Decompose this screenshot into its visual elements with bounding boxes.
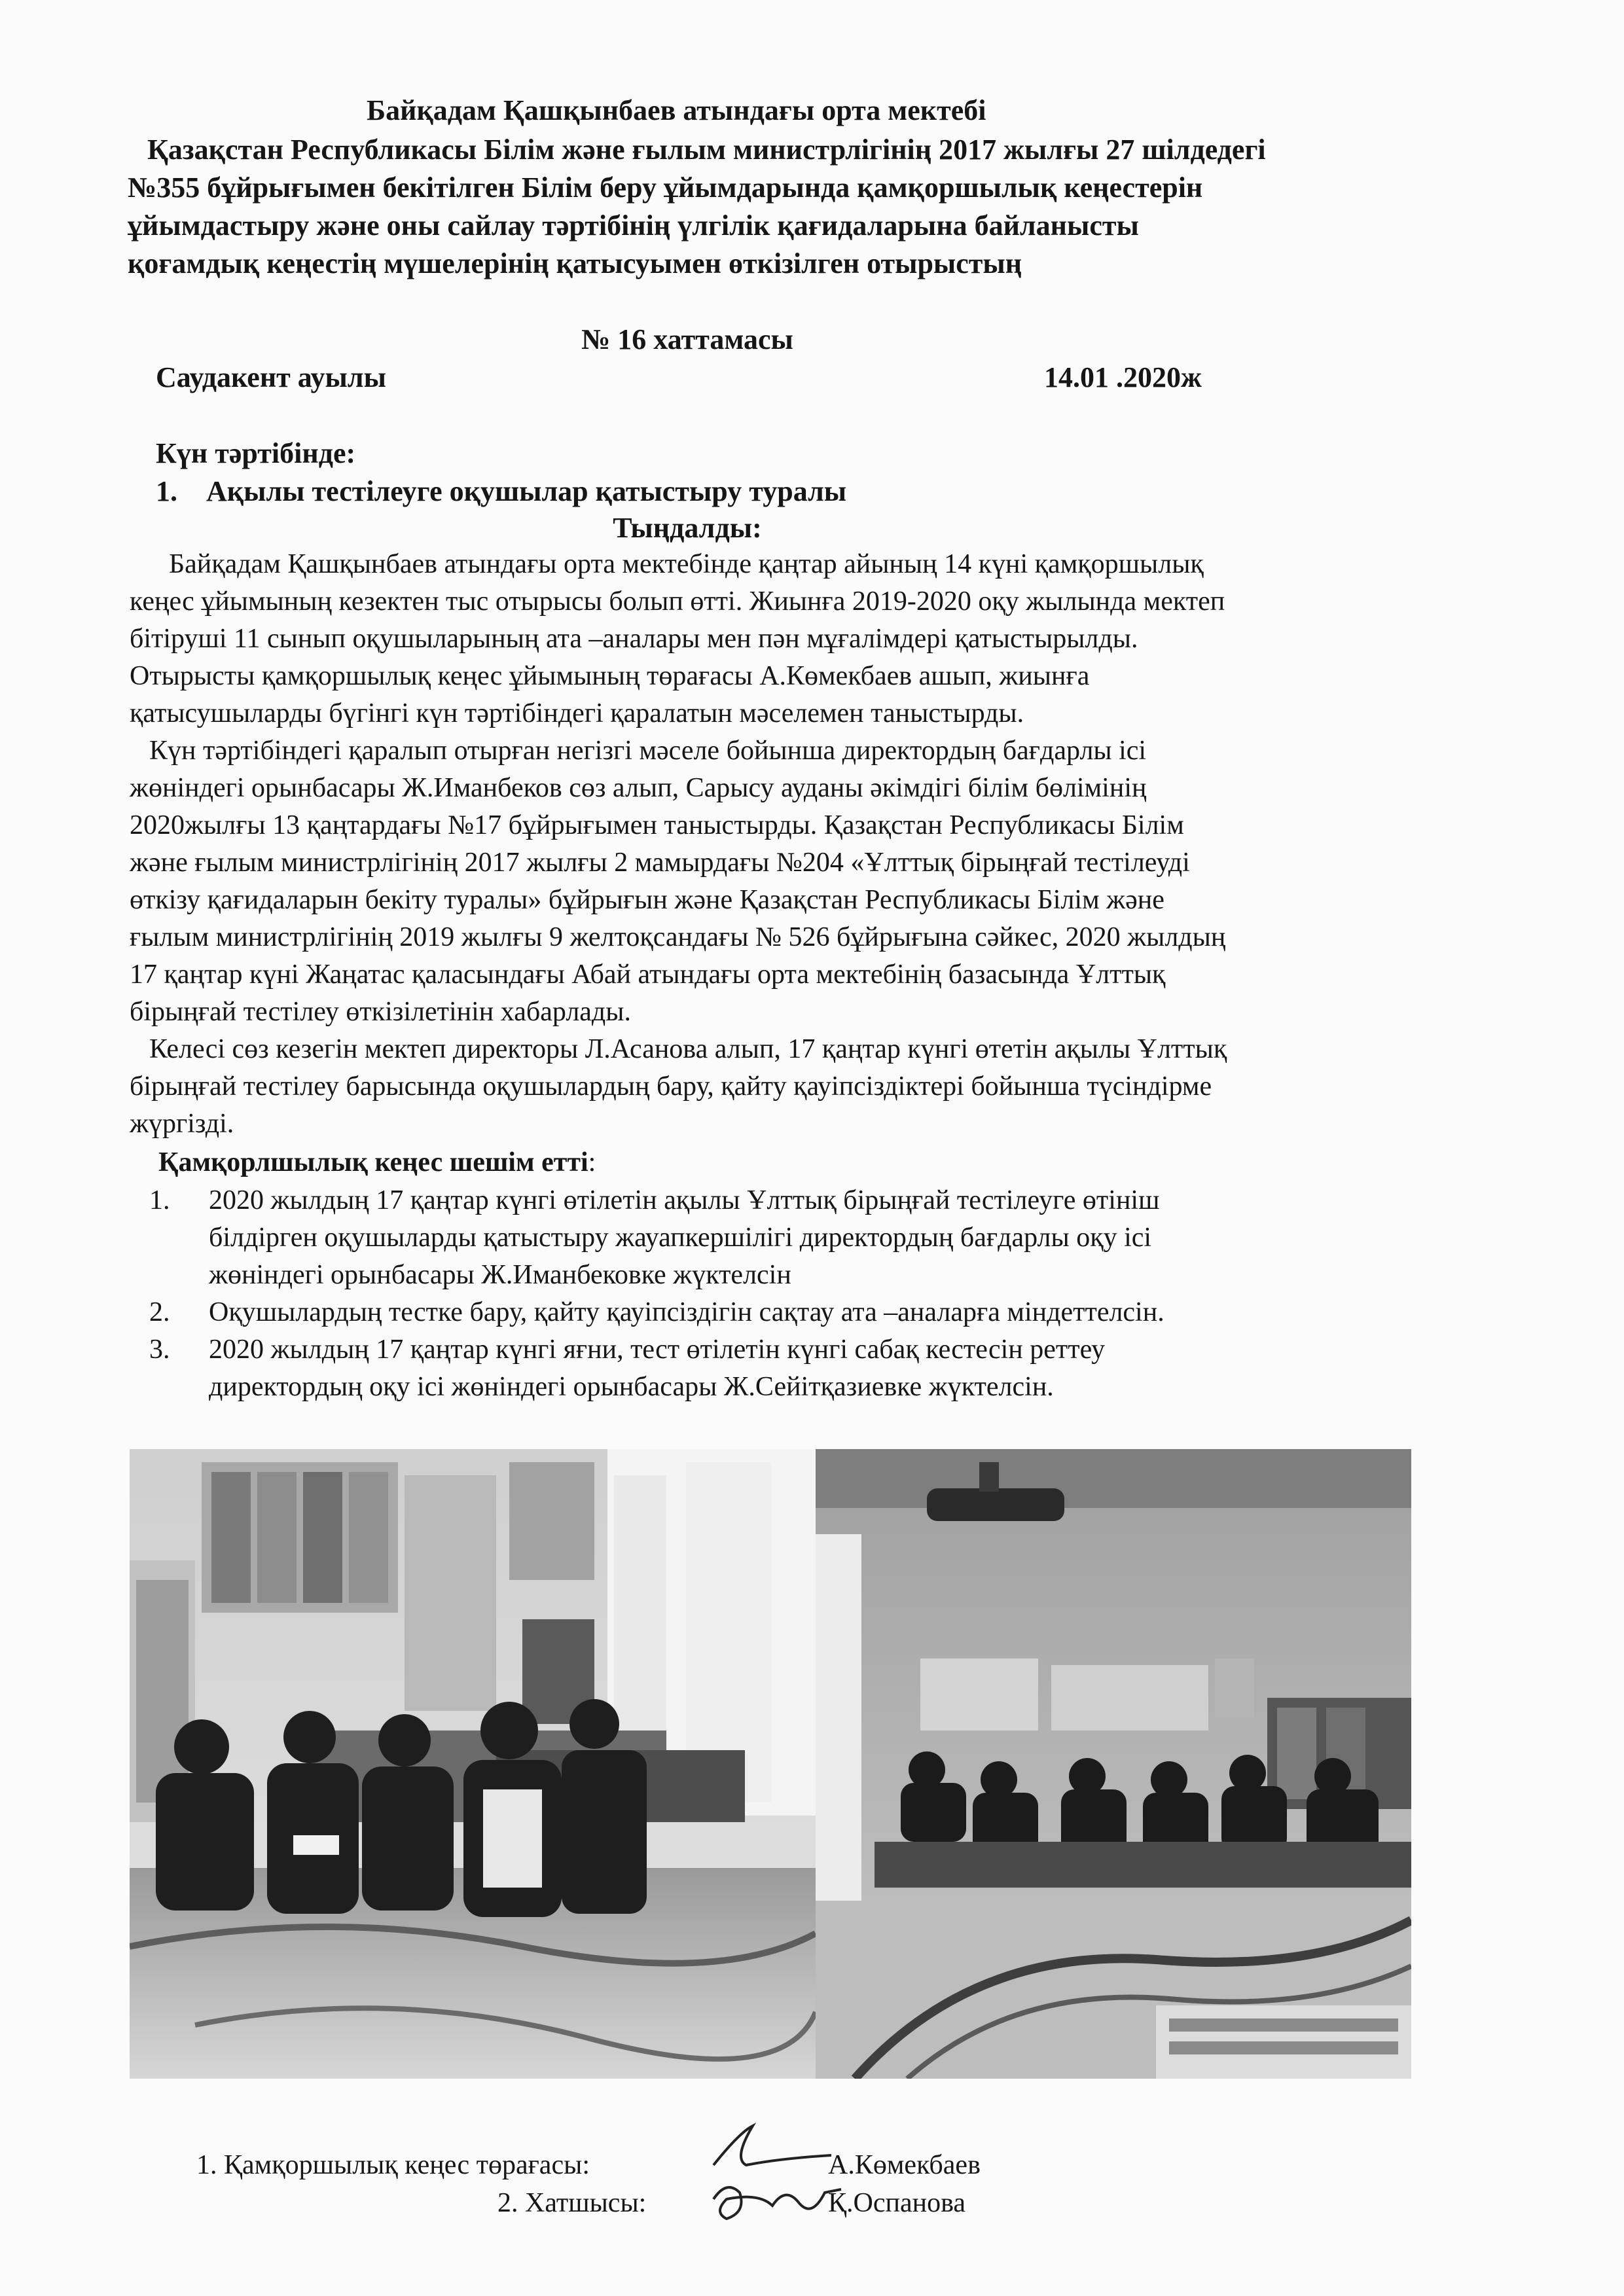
protocol-date: 14.01 .2020ж: [1044, 361, 1202, 393]
decision-item-number: 2.: [149, 1297, 170, 1327]
header-line-3: ұйымдастыру және оны сайлау тәртібінің үлгілік қағидаларына байланысты: [128, 209, 1139, 242]
protocol-place: Саудакент ауылы: [156, 361, 386, 393]
decision-item-line: жөніндегі орынбасары Ж.Иманбековке жүктелсін: [209, 1260, 791, 1290]
meeting-photo-left-image: [130, 1449, 816, 2079]
heard-line: жүргізді.: [130, 1109, 234, 1139]
meeting-photo-right-image: [816, 1449, 1411, 2079]
header-line-2: №355 бұйрығымен бекітілген Білім беру ұйымдарында қамқоршылық кеңестерін: [128, 171, 1203, 204]
heard-line: бірыңғай тестілеу барысында оқушылардың бару, қайту қауіпсіздіктері бойынша түсіндірме: [130, 1071, 1212, 1102]
agenda-item-text: Ақылы тестілеуге оқушылар қатыстыру туралы: [206, 475, 847, 507]
heard-line: және ғылым министрлігінің 2017 жылғы 2 мамырдағы №204 «Ұлттық бірыңғай тестілеуді: [130, 848, 1190, 878]
decision-item-line: 2020 жылдың 17 қаңтар күнгі яғни, тест өтілетін күнгі сабақ кестесін реттеу: [209, 1335, 1106, 1365]
header-line-1: Қазақстан Республикасы Білім және ғылым министрлігінің 2017 жылғы 27 шілдедегі: [147, 134, 1266, 166]
heard-line: 17 қаңтар күні Жаңатас қаласындағы Абай атындағы орта мектебінің базасында Ұлттық: [130, 960, 1166, 990]
heard-line: Келесі сөз кезегін мектеп директоры Л.Асанова алып, 17 қаңтар күнгі өтетін ақылы Ұлттық: [149, 1034, 1227, 1064]
school-name: Байқадам Қашқынбаев атындағы орта мектебі: [367, 94, 986, 126]
heard-line: Күн тәртібіндегі қаралып отырған негізгі мәселе бойынша директордың бағдарлы ісі: [149, 736, 1147, 766]
heard-line: өткізу қағидаларын бекіту туралы» бұйрығын және Қазақстан Республикасы Білім және: [130, 885, 1164, 915]
heard-line: бірыңғай тестілеу өткізілетінін хабарлады.: [130, 997, 632, 1027]
heard-line: Байқадам Қашқынбаев атындағы орта мектебінде қаңтар айының 14 күні қамқоршылық: [169, 549, 1204, 579]
header-line-4: қоғамдық кеңестің мүшелерінің қатысуымен өткізілген отырыстың: [128, 247, 1022, 279]
chair-label: 1. Қамқоршылық кеңес төрағасы:: [196, 2150, 590, 2180]
agenda-item: [156, 473, 846, 511]
decision-item-number: 3.: [149, 1335, 170, 1365]
decision-title-colon: :: [588, 1147, 596, 1177]
decision-item-line: директордың оқу ісі жөніндегі орынбасары Ж.Сейітқазиевке жүктелсін.: [209, 1372, 1054, 1402]
agenda-item-number: 1.: [156, 475, 177, 507]
agenda-title: Күн тәртібінде:: [156, 437, 356, 469]
chair-signature-icon: [694, 2119, 844, 2178]
meeting-photo-right: [816, 1449, 1411, 2079]
secretary-label: 2. Хатшысы:: [497, 2188, 647, 2218]
heard-line: ғылым министрлігінің 2019 жылғы 9 желтоқсандағы № 526 бұйрығына сәйкес, 2020 жылдың: [130, 922, 1226, 952]
decision-item-line: 2020 жылдың 17 қаңтар күнгі өтілетін ақылы Ұлттық бірыңғай тестілеуге өтініш: [209, 1185, 1160, 1215]
heard-line: қатысушыларды бүгінгі күн тәртібіндегі қаралатын мәселемен таныстырды.: [130, 698, 1024, 728]
heard-line: жөніндегі орынбасары Ж.Иманбеков сөз алып, Сарысу ауданы әкімдігі білім бөлімінің: [130, 773, 1147, 803]
secretary-name: Қ.Оспанова: [828, 2188, 965, 2218]
heard-line: Отырысты қамқоршылық кеңес ұйымының төрағасы А.Көмекбаев ашып, жиынға: [130, 661, 1090, 691]
decision-item-line: білдірген оқушыларды қатыстыру жауапкершілігі директордың бағдарлы оқу ісі: [209, 1223, 1152, 1253]
decision-item-number: 1.: [149, 1185, 170, 1215]
decision-item-line: Оқушылардың тестке бару, қайту қауіпсіздігін сақтау ата –аналарға міндеттелсін.: [209, 1297, 1164, 1327]
heard-line: кеңес ұйымының кезектен тыс отырысы болып өтті. Жиынға 2019-2020 оқу жылында мектеп: [130, 586, 1225, 617]
decision-title: [158, 1144, 1507, 1181]
protocol-number: № 16 хаттамасы: [581, 323, 793, 355]
heard-line: 2020жылғы 13 қаңтардағы №17 бұйрығымен таныстырды. Қазақстан Республикасы Білім: [130, 810, 1184, 840]
secretary-signature-icon: [700, 2173, 851, 2232]
chair-name: А.Көмекбаев: [828, 2150, 981, 2180]
heard-title: Тыңдалды:: [613, 512, 762, 544]
meeting-photo-left: [130, 1449, 816, 2079]
heard-line: бітіруші 11 сынып оқушыларының ата –аналары мен пән мұғалімдері қатыстырылды.: [130, 624, 1138, 654]
decision-title-text: Қамқорлшылық кеңес шешім етті: [158, 1147, 588, 1177]
